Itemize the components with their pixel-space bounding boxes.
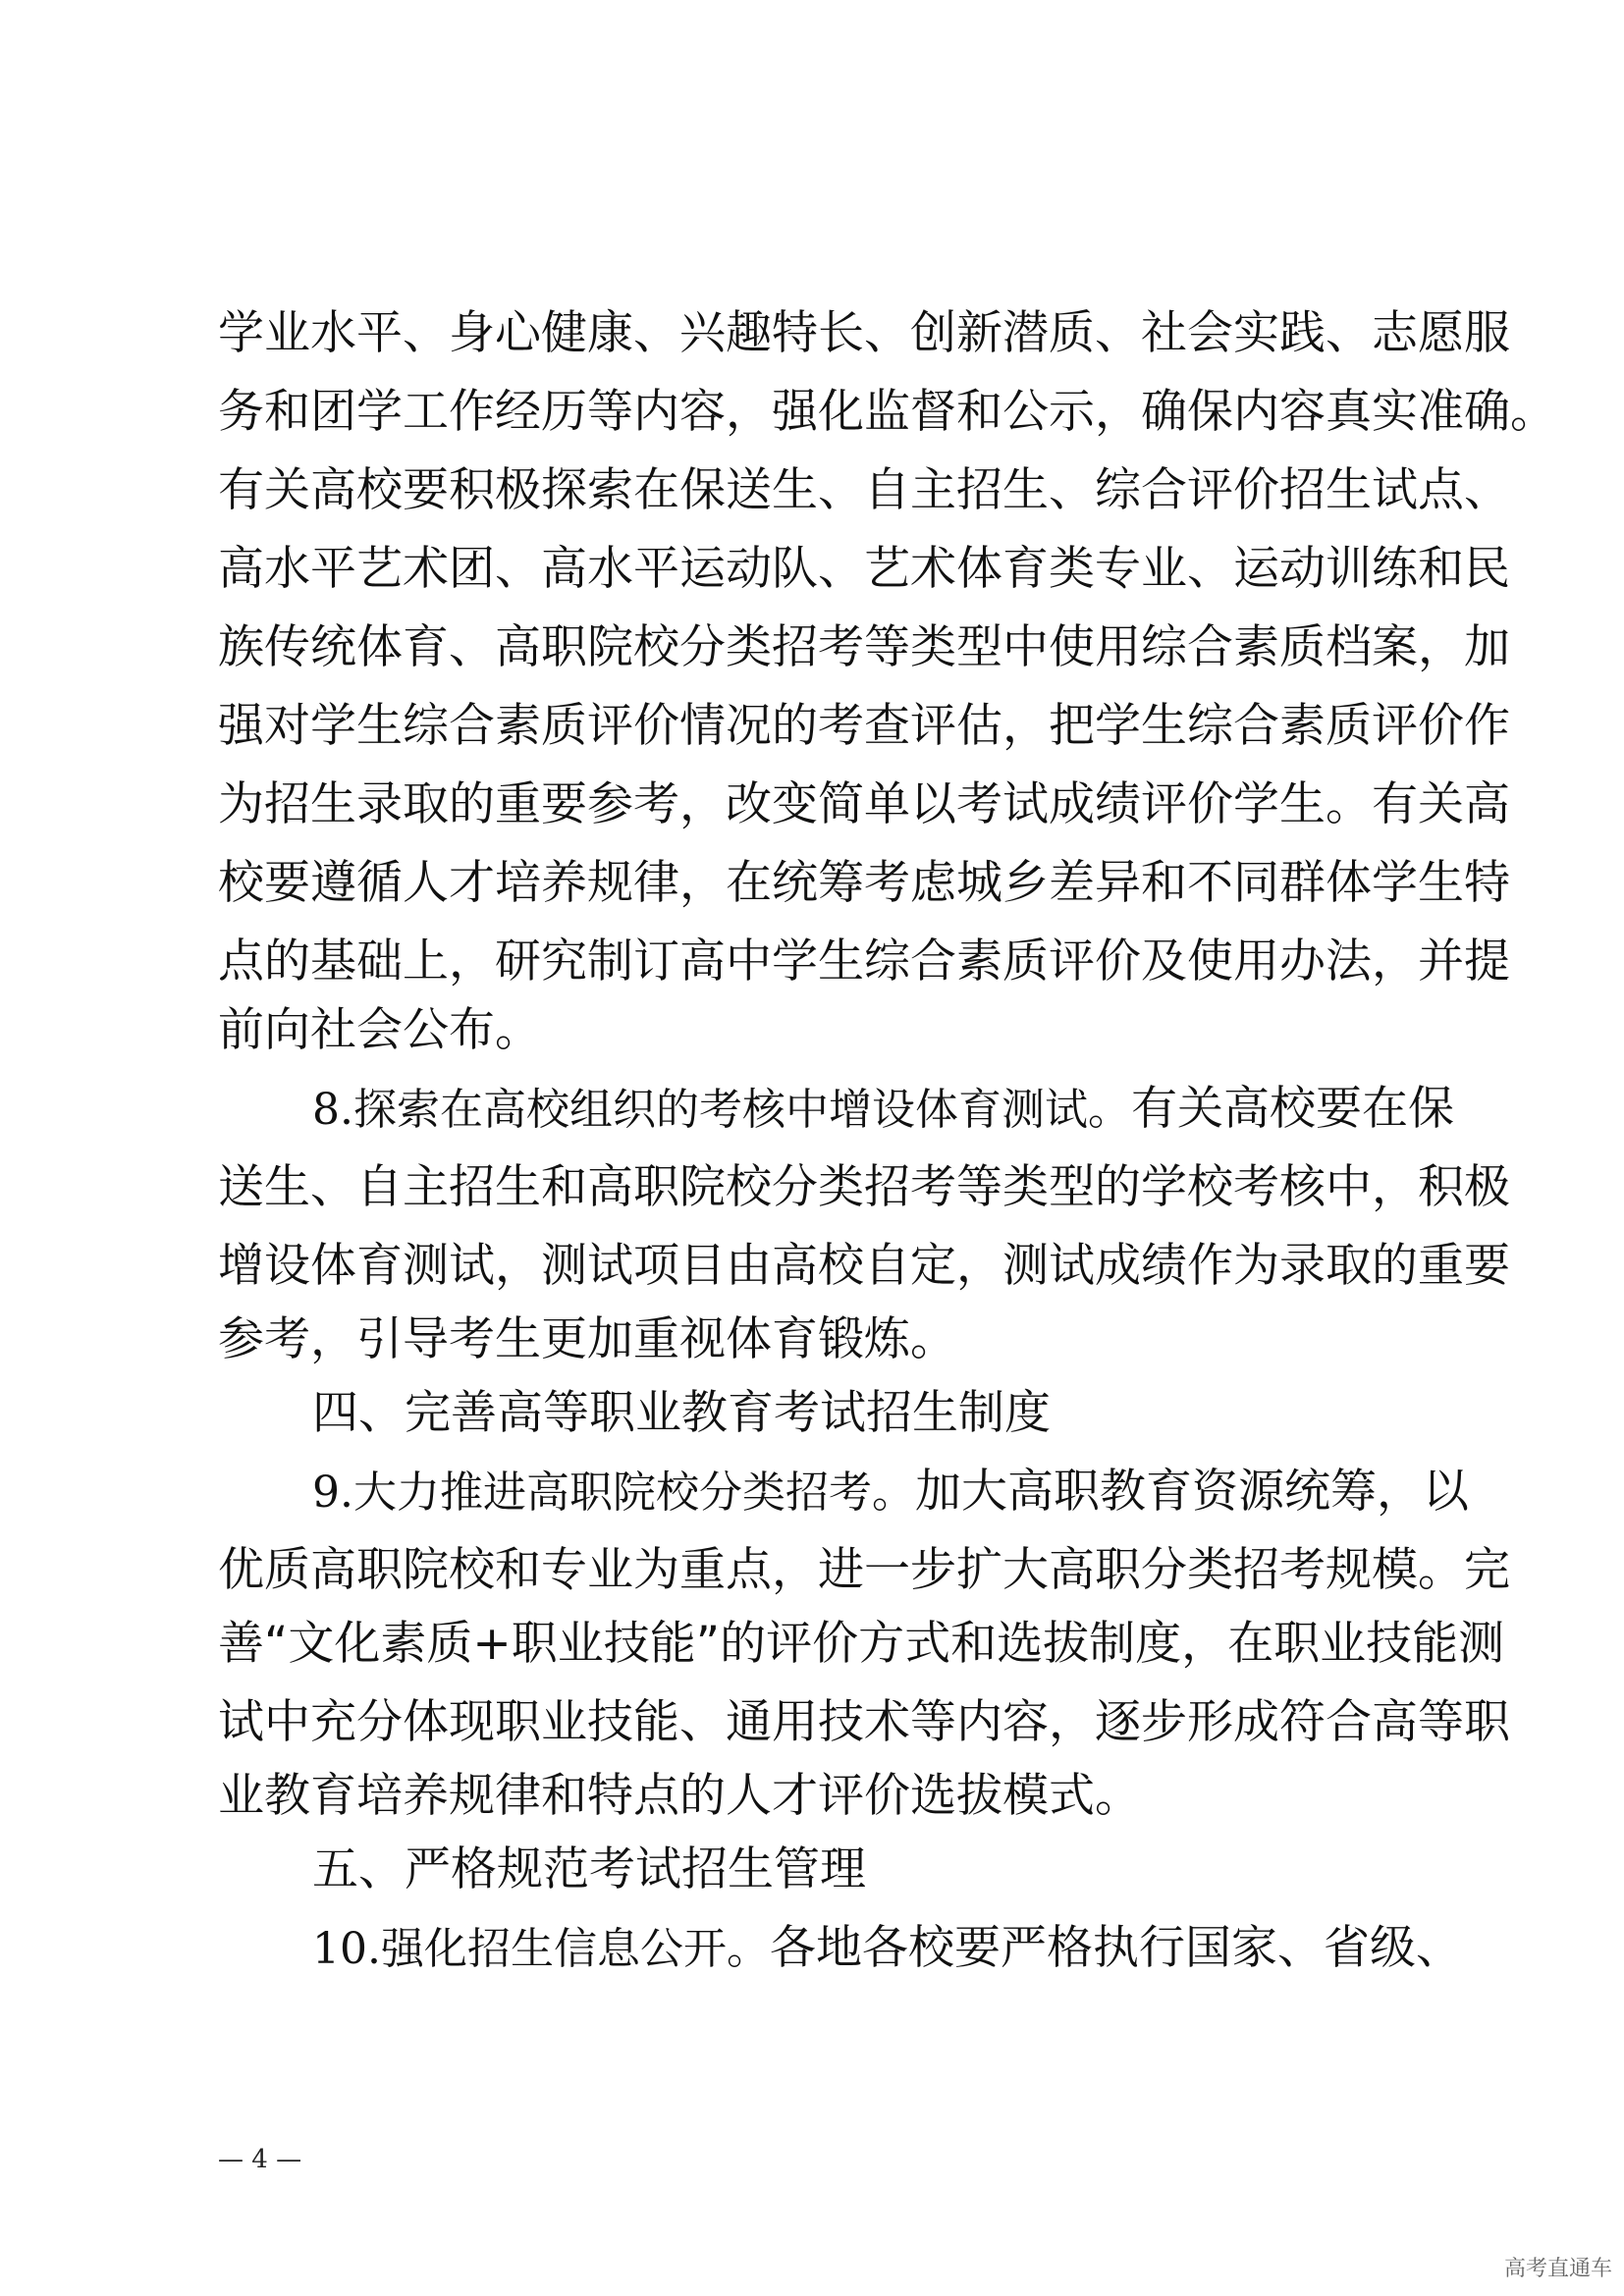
item-9-line-5: 业教育培养规律和特点的人才评价选拔模式。 [218, 1769, 1141, 1823]
watermark-text: 高考直通车 [1503, 2257, 1612, 2281]
item-8-first-line [312, 1070, 1454, 1148]
body-line-10: 前向社会公布。 [218, 1003, 541, 1057]
page-number: — 4 — [218, 2145, 302, 2174]
body-line-6: 强对学生综合素质评价情况的考查评估，把学生综合素质评价作 [218, 699, 1510, 753]
item-9-line-3: 善“文化素质+职业技能”的评价方式和选拔制度，在职业技能测 [218, 1617, 1505, 1671]
body-line-1: 学业水平、身心健康、兴趣特长、创新潜质、社会实践、志愿服 [218, 306, 1510, 360]
body-line-4: 高水平艺术团、高水平运动队、艺术体育类专业、运动训练和民 [218, 542, 1510, 596]
item-8-line-2: 送生、自主招生和高职院校分类招考等类型的学校考核中，积极 [218, 1160, 1510, 1214]
body-line-8: 校要遵循人才培养规律，在统筹考虑城乡差异和不同群体学生特 [218, 856, 1510, 910]
item-10-first-line [312, 1909, 1462, 1988]
item-8-line-3: 增设体育测试，测试项目由高校自定，测试成绩作为录取的重要 [218, 1239, 1510, 1293]
item-10-lead: 10.强化招生信息公开。 [312, 1924, 770, 1974]
item-9-text: 加大高职教育资源统筹，以 [914, 1465, 1469, 1519]
body-line-7: 为招生录取的重要参考，改变简单以考试成绩评价学生。有关高 [218, 777, 1510, 831]
body-line-2: 务和团学工作经历等内容，强化监督和公示，确保内容真实准确。 [218, 385, 1556, 439]
item-9-line-2: 优质高职院校和专业为重点，进一步扩大高职分类招考规模。完 [218, 1543, 1510, 1597]
item-9-lead: 9.大力推进高职院校分类招考。 [312, 1468, 915, 1518]
item-8-text: 有关高校要在保 [1130, 1082, 1454, 1136]
section-4-heading: 四、完善高等职业教育考试招生制度 [312, 1386, 1051, 1440]
item-9-first-line [312, 1453, 1469, 1531]
item-8-lead: 8.探索在高校组织的考核中增设体育测试。 [312, 1085, 1131, 1135]
item-8-line-4: 参考，引导考生更加重视体育锻炼。 [218, 1312, 956, 1366]
item-9-line-4: 试中充分体现职业技能、通用技术等内容，逐步形成符合高等职 [218, 1695, 1510, 1749]
body-line-9: 点的基础上，研究制订高中学生综合素质评价及使用办法，并提 [218, 934, 1510, 988]
body-line-5: 族传统体育、高职院校分类招考等类型中使用综合素质档案，加 [218, 620, 1510, 674]
section-5-heading: 五、严格规范考试招生管理 [312, 1842, 866, 1896]
item-10-text: 各地各校要严格执行国家、省级、 [769, 1921, 1462, 1975]
body-line-3: 有关高校要积极探索在保送生、自主招生、综合评价招生试点、 [218, 463, 1510, 517]
